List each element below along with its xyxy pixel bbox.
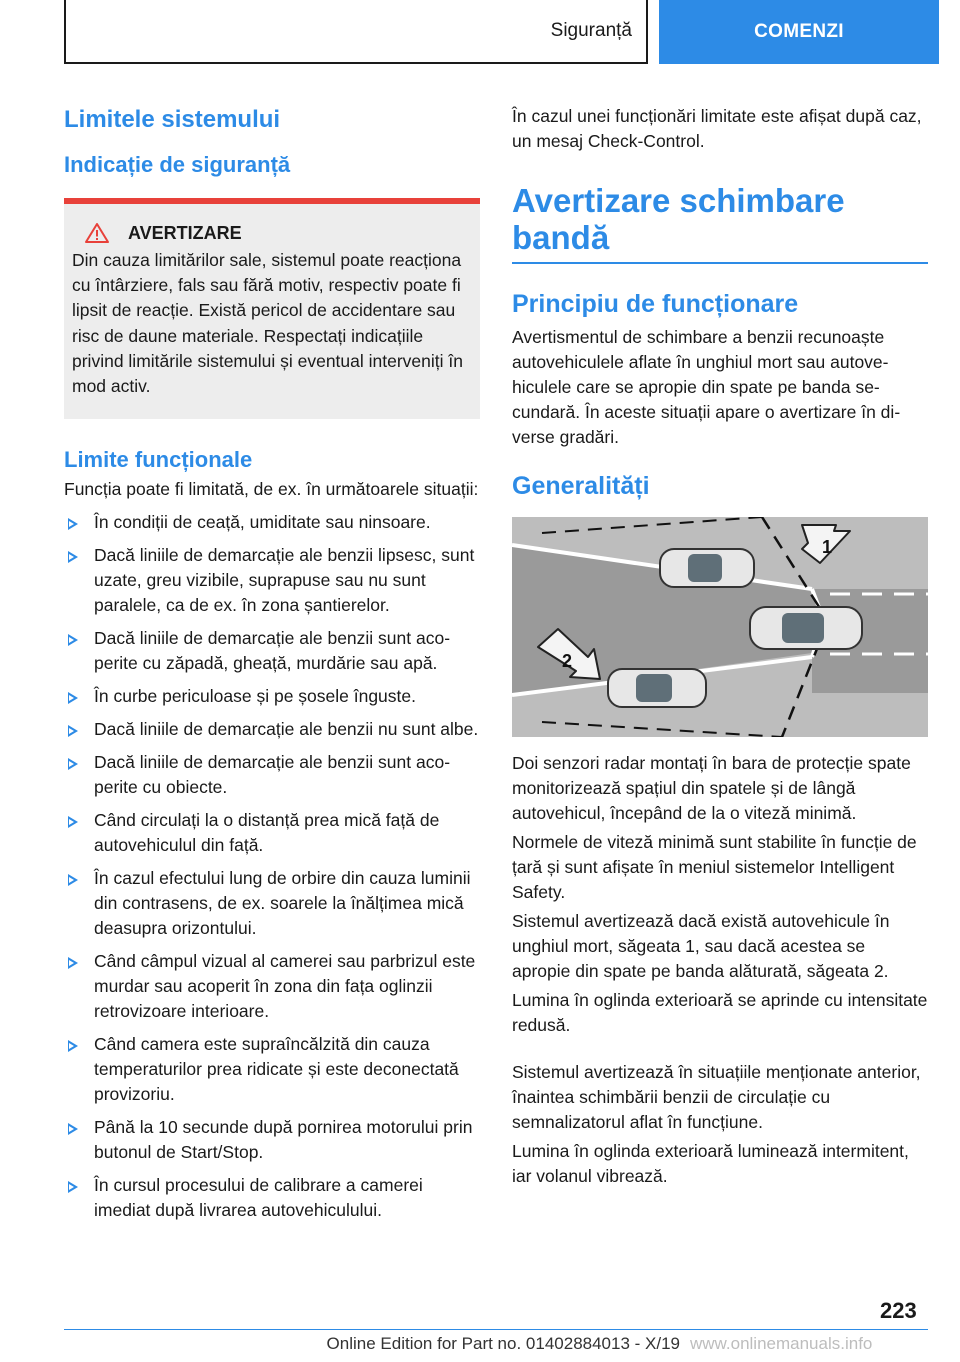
paragraph: Sistemul avertizează în situațiile menționate anterior, înaintea schimbării benzii de circulație cu semnalizatorul aflat în funcțiune. [512,1062,921,1132]
bullet-arrow-icon [68,1040,78,1052]
car-top [660,549,754,587]
list-item: Dacă liniile de demarcație ale benzii lipsesc, sunt uzate, greu vizibile, suprapuse sau nu sunt paralele, ca de ex. în zona șantierelor. [64,543,480,618]
warning-triangle-icon [84,222,110,244]
tab-comenzi[interactable] [659,0,939,64]
warning-label: AVERTIZARE [128,222,242,243]
list-item: În cazul efectului lung de orbire din cauza luminii din contrasens, de ex. soarele la înălțimea mică deasupra orizontului. [64,866,480,941]
list-item: Când câmpul vizual al camerei sau parbrizul este murdar sau acoperit în zona din fața oglinzii retrovizoare interioare. [64,949,480,1024]
warning-box [64,198,480,419]
bullet-arrow-icon [68,816,78,828]
section-header [64,0,648,64]
bullet-arrow-icon [68,634,78,646]
tab-label: COMENZI [754,21,844,42]
lane-change-title: Avertizare schimbare bandă [512,182,928,264]
right-column [512,94,928,1193]
list-item: Dacă liniile de demarcație ale benzii sunt acoperite cu zăpadă, gheață, murdărie sau apă. [64,626,480,676]
bullet-arrow-icon [68,692,78,704]
limits-intro: Funcția poate fi limitată, de ex. în următoarele situații: [64,479,479,500]
section-title: Siguranță [550,20,632,41]
edition-text: Online Edition for Part no. 01402884013 - X/19 [326,1334,680,1353]
left-column [64,94,480,1223]
bullet-arrow-icon [68,874,78,886]
lane-change-illustration [512,517,928,737]
principle-title: Principiu de funcționare [512,290,799,318]
limits-title: Limite funcționale [64,447,253,473]
list-item: În curbe periculoase și pe șosele înguste. [64,684,480,709]
list-item: Dacă liniile de demarcație ale benzii sunt acoperite cu obiecte. [64,750,480,800]
bullet-arrow-icon [68,758,78,770]
footer-divider [64,1329,928,1330]
safety-subtitle: Indicație de siguranță [64,152,291,177]
paragraph: Lumina în oglinda exterioară luminează intermitent, iar volanul vibrează. [512,1141,909,1186]
list-item: În condiții de ceață, umiditate sau ninsoare. [64,510,480,535]
check-control-note: În cazul unei funcționări limitate este afișat după caz, un mesaj Check-Control. [512,106,922,151]
car-bottom [608,669,706,707]
bullet-arrow-icon [68,518,78,530]
list-item: Când camera este supraîncălzită din cauza temperaturilor prea ridicate și este deconectată provizoriu. [64,1032,480,1107]
arrow-2-label: 2 [562,651,573,671]
watermark: www.onlinemanuals.info [690,1334,873,1353]
bullet-arrow-icon [68,725,78,737]
bullet-arrow-icon [68,551,78,563]
general-title: Generalități [512,472,650,500]
paragraph: Lumina în oglinda exterioară se aprinde cu intensitate redusă. [512,990,928,1035]
bullet-arrow-icon [68,1181,78,1193]
list-item: Când circulați la o distanță prea mică față de autovehiculul din față. [64,808,480,858]
page-number: 223 [880,1298,917,1323]
paragraph: Doi senzori radar montați în bara de protecție spate monitorizează spațiul din spatele și de lângă autovehicul, începând de la o viteză minimă. [512,753,911,823]
warning-text: Din cauza limitărilor sale, sistemul poate reacționa cu întârziere, fals sau fără motiv, respectiv poate fi lipsit de reacție. Există pericol de accidentare sau risc de daune materiale. Respectați indicațiile privind limitările sistemului și eventual interveniți în mod activ. [72,250,463,397]
list-item: Până la 10 secunde după pornirea motorului prin butonul de Start/Stop. [64,1115,480,1165]
principle-text: Avertismentul de schimbare a benzii recunoaște autovehiculele aflate în unghiul mort sau autovehiculele care se apropie din spate pe banda secundară. În aceste situații apare o avertizare în diverse gradări. [512,327,901,447]
arrow-1-label: 1 [822,537,833,557]
list-item: În cursul procesului de calibrare a camerei imediat după livrarea autovehiculului. [64,1173,480,1223]
page-title: Limitele sistemului [64,106,281,133]
paragraph: Normele de viteză minimă sunt stabilite în funcție de țară și sunt afișate în meniul sistemelor Intelligent Safety. [512,832,917,902]
list-item: Dacă liniile de demarcație ale benzii nu sunt albe. [64,717,480,742]
bullet-arrow-icon [68,957,78,969]
bullet-arrow-icon [68,1123,78,1135]
car-middle [750,607,862,649]
paragraph: Sistemul avertizează dacă există autovehicule în unghiul mort, săgeata 1, sau dacă acestea se apropie din spate pe banda alăturată, săgeata 2. [512,911,890,981]
limits-list [64,510,480,1223]
